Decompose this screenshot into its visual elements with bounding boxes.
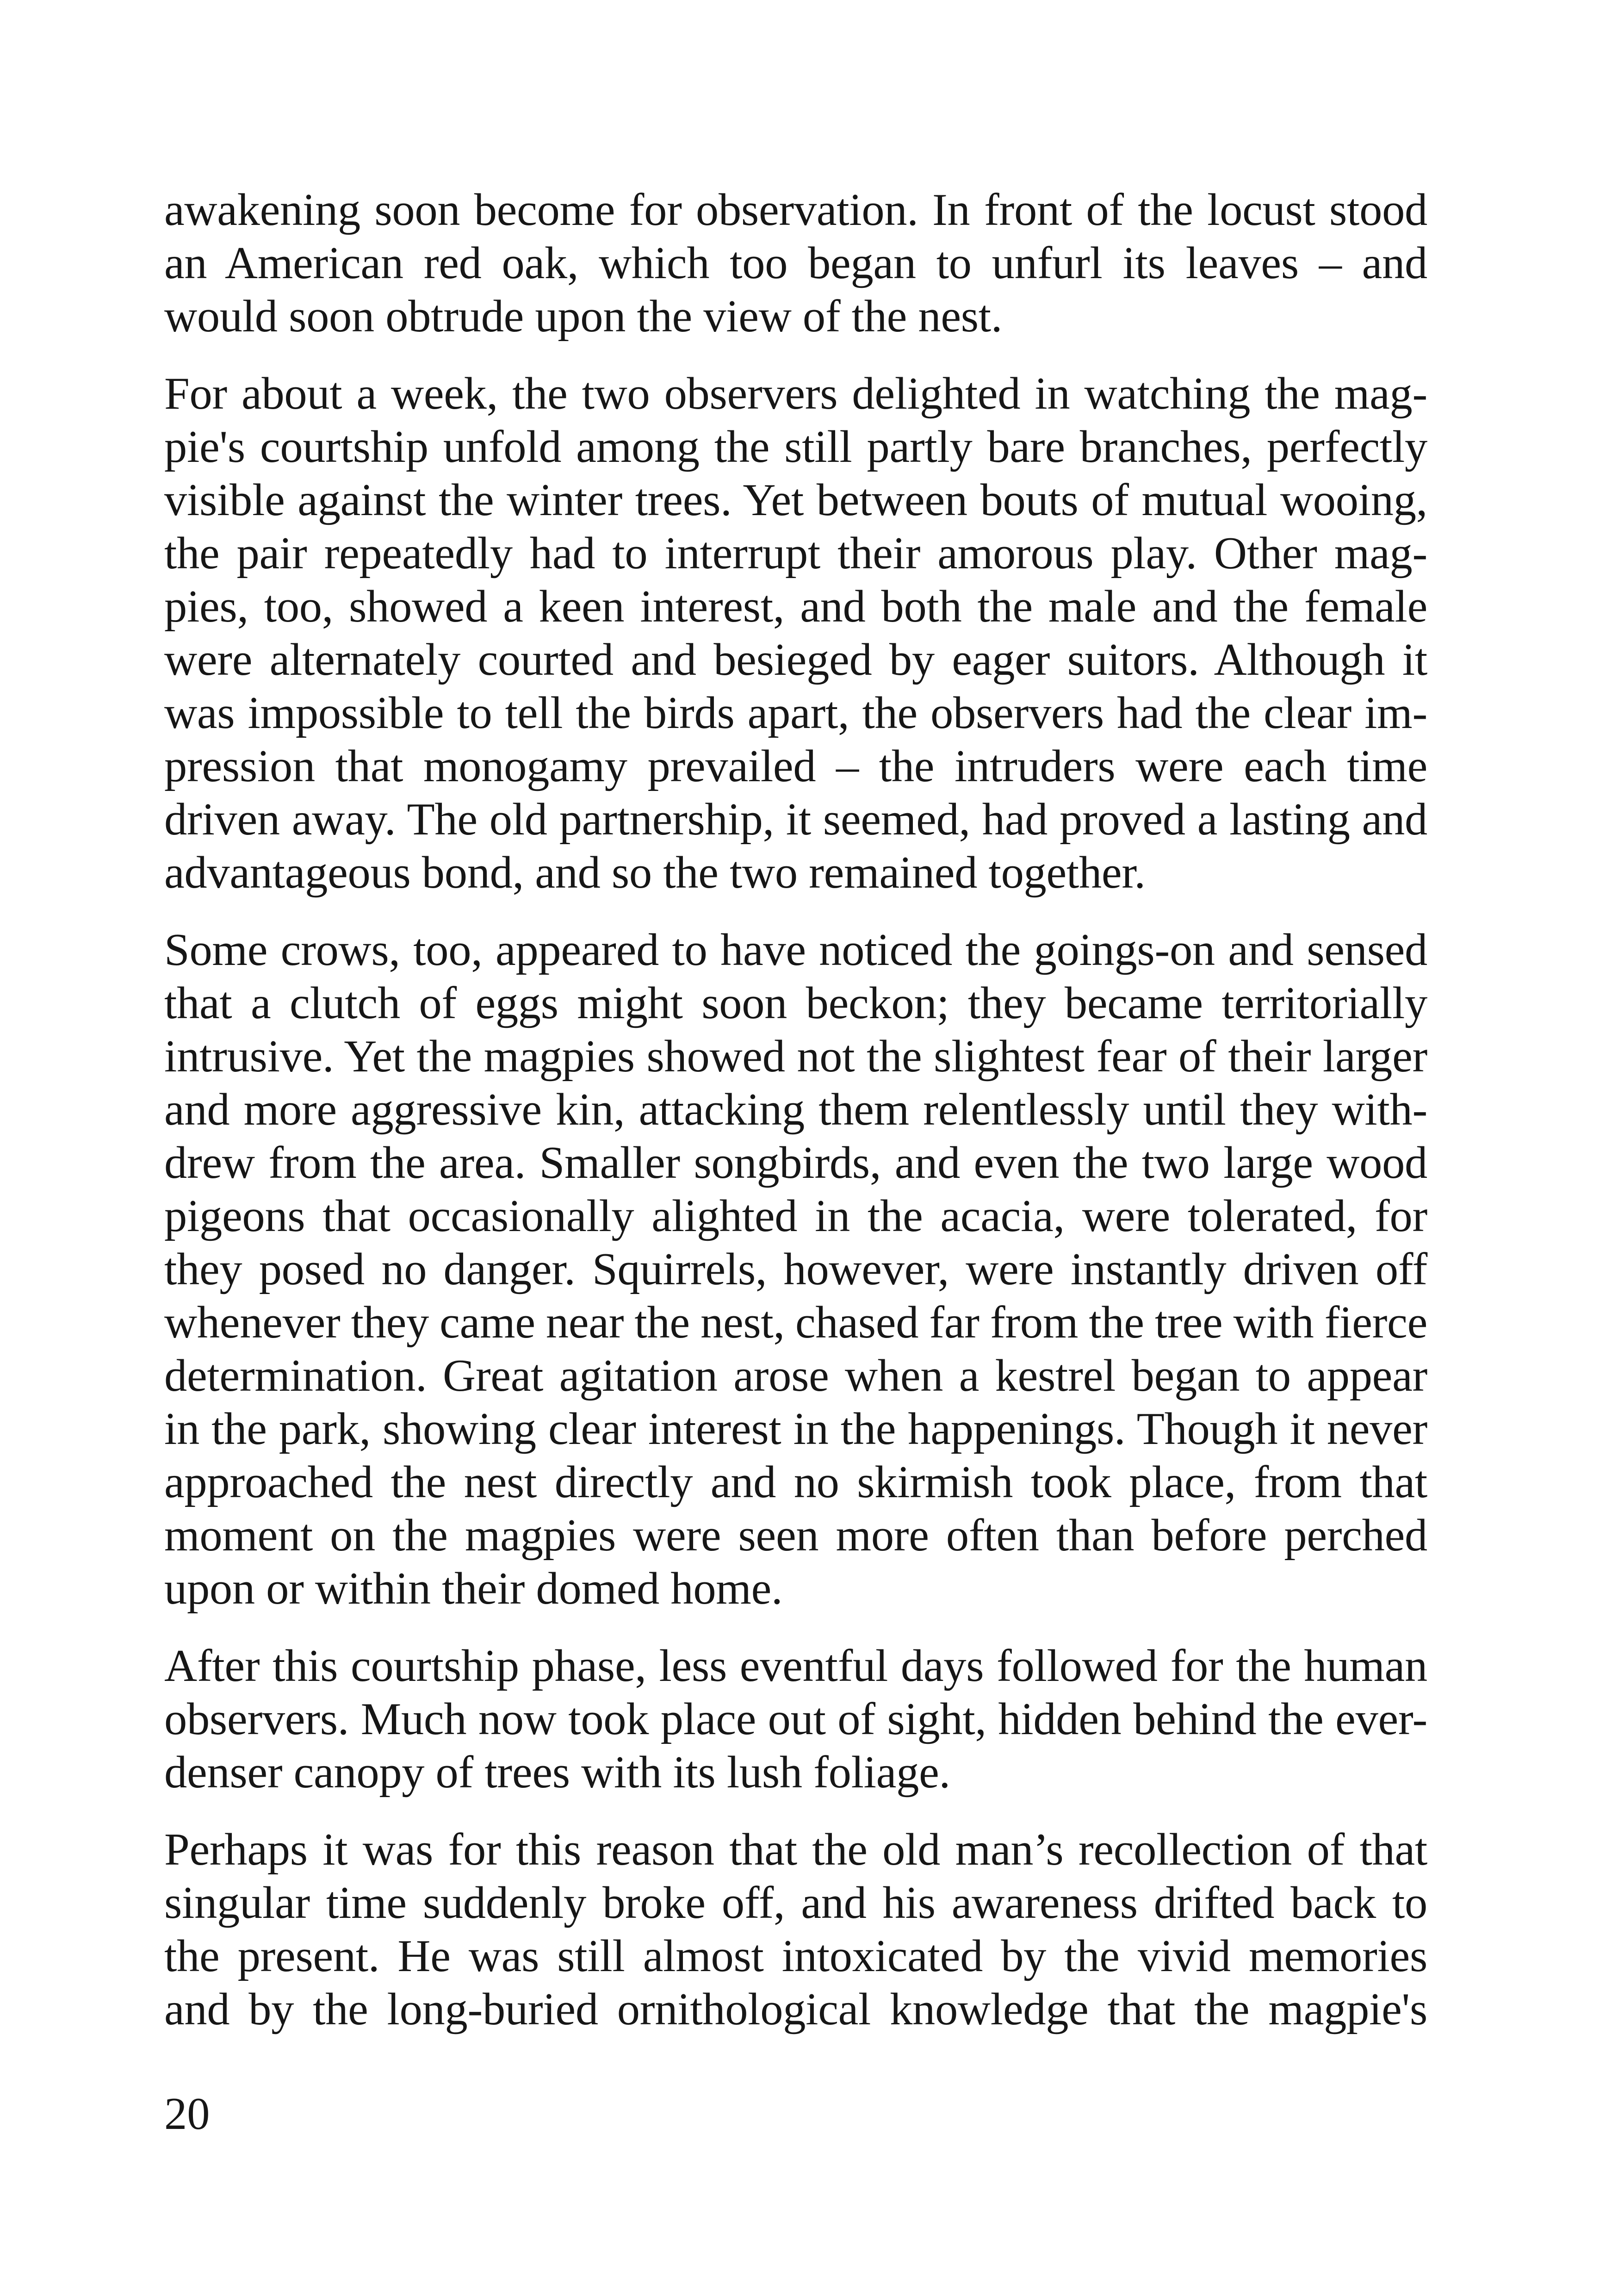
text-line: drew from the area. Smaller songbirds, and even the two large wood	[164, 1138, 1427, 1188]
text-line: in the park, showing clear interest in the happenings. Though it never	[164, 1404, 1427, 1454]
text-line: they posed no danger. Squirrels, however, were instantly driven off	[164, 1244, 1427, 1294]
text-line: For about a week, the two observers delighted in watching the mag-	[164, 368, 1427, 419]
text-line: pression that monogamy prevailed – the intruders were each time	[164, 741, 1427, 791]
text-line: pigeons that occasionally alighted in the acacia, were tolerated, for	[164, 1191, 1427, 1241]
text-line: intrusive. Yet the magpies showed not the slightest fear of their larger	[164, 1031, 1427, 1082]
paragraph-1	[164, 183, 1427, 343]
text-line: would soon obtrude upon the view of the nest.	[164, 291, 1003, 342]
text-line: singular time suddenly broke off, and his awareness drifted back to	[164, 1878, 1427, 1928]
text-line: an American red oak, which too began to unfurl its leaves – and	[164, 238, 1427, 288]
text-line: observers. Much now took place out of sight, hidden behind the ever-	[164, 1694, 1427, 1744]
text-line: denser canopy of trees with its lush foliage.	[164, 1747, 950, 1798]
text-line: pies, too, showed a keen interest, and both the male and the female	[164, 581, 1427, 632]
text-line: upon or within their domed home.	[164, 1563, 783, 1614]
body-text	[164, 183, 1427, 2036]
text-line: moment on the magpies were seen more often than before perched	[164, 1510, 1427, 1561]
text-line: awakening soon become for observation. In front of the locust stood	[164, 185, 1427, 235]
paragraph-3	[164, 923, 1427, 1615]
text-line: whenever they came near the nest, chased far from the tree with fierce	[164, 1297, 1427, 1348]
text-line: was impossible to tell the birds apart, the observers had the clear im-	[164, 688, 1427, 738]
text-line: the present. He was still almost intoxicated by the vivid memories	[164, 1931, 1427, 1981]
paragraph-4	[164, 1639, 1427, 1799]
text-line: driven away. The old partnership, it seemed, had proved a lasting and	[164, 794, 1427, 845]
text-line: advantageous bond, and so the two remained together.	[164, 847, 1146, 898]
text-line: After this courtship phase, less eventful days followed for the human	[164, 1641, 1427, 1691]
text-line: were alternately courted and besieged by eager suitors. Although it	[164, 635, 1427, 685]
text-line: that a clutch of eggs might soon beckon; they became territorially	[164, 978, 1427, 1028]
text-line: determination. Great agitation arose when a kestrel began to appear	[164, 1350, 1427, 1401]
text-line: Some crows, too, appeared to have noticed the goings-on and sensed	[164, 925, 1427, 975]
paragraph-2	[164, 367, 1427, 899]
paragraph-5	[164, 1823, 1427, 2036]
text-line: and more aggressive kin, attacking them relentlessly until they with-	[164, 1084, 1427, 1135]
page-number: 20	[164, 2089, 210, 2139]
text-line: the pair repeatedly had to interrupt their amorous play. Other mag-	[164, 528, 1427, 579]
text-line: approached the nest directly and no skirmish took place, from that	[164, 1457, 1427, 1507]
text-line: pie's courtship unfold among the still partly bare branches, perfectly	[164, 422, 1427, 472]
text-line: visible against the winter trees. Yet between bouts of mutual wooing,	[164, 475, 1427, 525]
text-line: and by the long-buried ornithological knowledge that the magpie's	[164, 1984, 1427, 2035]
text-line: Perhaps it was for this reason that the old man’s recollection of that	[164, 1824, 1427, 1875]
